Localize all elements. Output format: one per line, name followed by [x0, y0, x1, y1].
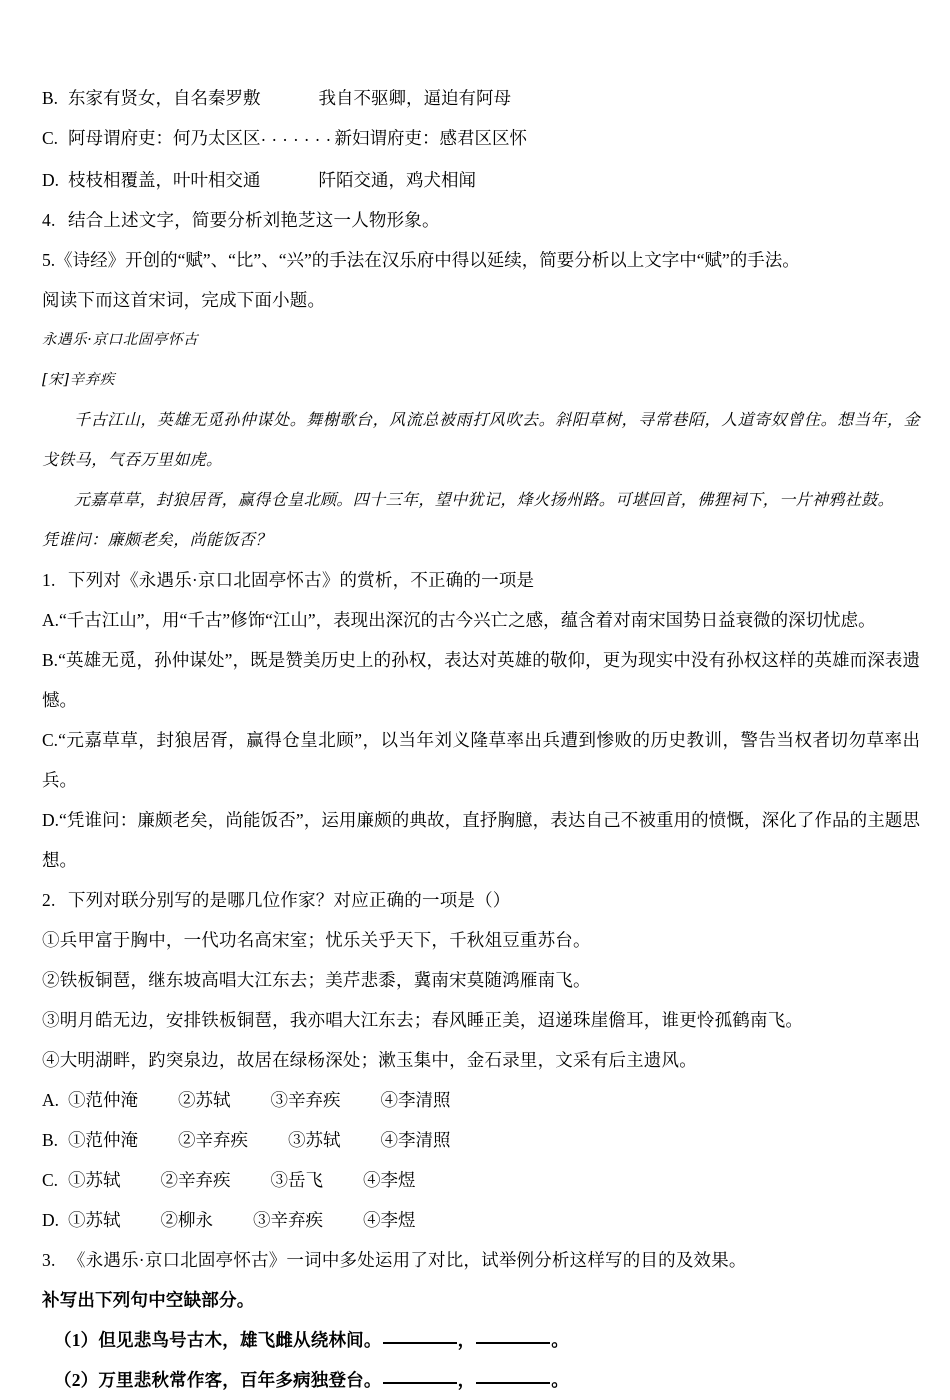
q2-option-marker-b: B.	[42, 1130, 59, 1150]
fill-in-item-2	[42, 1360, 920, 1400]
option-marker-b: B.	[42, 88, 59, 108]
fill-in-item-2-text: 万里悲秋常作客，百年多病独登台。	[98, 1370, 382, 1390]
question-4-text: 结合上述文字，简要分析刘艳芝这一人物形象。	[68, 210, 440, 230]
q2-option-b-item-2: ②辛弃疾	[178, 1130, 248, 1150]
option-text-c-left: 阿母谓府吏：何乃太区区	[68, 128, 261, 148]
q1-option-marker-b: B.	[42, 650, 59, 670]
q2-option-a-item-3: ③辛弃疾	[270, 1090, 341, 1110]
fill-in-item-1	[42, 1320, 920, 1360]
fill-in-item-1-text: 但见悲鸟号古木，雄飞雌从绕林间。	[98, 1330, 382, 1350]
fill-in-item-1-end: 。	[551, 1330, 569, 1350]
fill-in-blank-2a[interactable]	[383, 1382, 457, 1384]
q2-option-c-item-1: ①苏轼	[68, 1170, 121, 1190]
fill-in-item-1-marker: （1）	[54, 1330, 99, 1350]
question-1-option-b	[42, 640, 920, 720]
poem-closing-line: 凭谁问：廉颇老矣，尚能饭否？	[42, 530, 272, 549]
option-text-d-left: 枝枝相覆盖，叶叶相交通	[68, 170, 261, 190]
q1-option-marker-c: C.	[42, 730, 59, 750]
question-1-stem-text: 下列对《永遇乐·京口北固亭怀古》的赏析，不正确的一项是	[68, 570, 535, 590]
option-text-c-right: 新妇谓府吏：感君区区怀	[334, 128, 527, 148]
fill-in-item-2-end: 。	[551, 1370, 569, 1390]
q2-option-marker-c: C.	[42, 1170, 59, 1190]
option-marker-c: C.	[42, 128, 59, 148]
question-2-couplet-2: ②铁板铜琶，继东坡高唱大江东去；美芹悲黍，冀南宋莫随鸿雁南飞。	[42, 970, 591, 990]
q2-option-c-item-2: ②辛弃疾	[160, 1170, 231, 1190]
question-2-option-d	[42, 1200, 920, 1240]
q2-option-b-item-3: ③苏轼	[288, 1130, 341, 1150]
poem-title: 永遇乐·京口北固亭怀古	[42, 332, 199, 348]
option-marker-d: D.	[42, 170, 60, 190]
option-text-b-left: 东家有贤女，自名秦罗敷	[68, 88, 261, 108]
q2-option-b-item-1: ①范仲淹	[68, 1130, 138, 1150]
fill-in-blank-2b[interactable]	[476, 1382, 550, 1384]
q2-option-a-item-1: ①范仲淹	[68, 1090, 138, 1110]
option-text-d-right: 阡陌交通，鸡犬相闻	[318, 170, 476, 190]
q1-option-text-a: “千古江山”，用“千古”修饰“江山”，表现出深沉的古今兴亡之感，蕴含着对南宋国势日益衰微的深切忧虑。	[59, 610, 876, 630]
q2-option-b-item-4: ④李清照	[380, 1130, 451, 1150]
poem-stanza-1: 千古江山，英雄无觅孙仲谋处。舞榭歌台，风流总被雨打风吹去。斜阳草树，寻常巷陌，人道寄奴曾住。想当年，金戈铁马，气吞万里如虎。	[42, 410, 920, 469]
q2-option-a-item-4: ④李清照	[380, 1090, 451, 1110]
question-3-text: 《永遇乐·京口北固亭怀古》一词中多处运用了对比，试举例分析这样写的目的及效果。	[68, 1250, 747, 1270]
question-2-option-b	[42, 1120, 920, 1160]
question-2-option-c	[42, 1160, 920, 1200]
question-4-marker: 4.	[42, 210, 56, 230]
q2-option-c-item-4: ④李煜	[363, 1170, 416, 1190]
question-1-option-c	[42, 720, 920, 800]
q2-option-a-item-2: ②苏轼	[178, 1090, 231, 1110]
fill-in-blank-1b[interactable]	[476, 1342, 550, 1344]
q1-option-marker-d: D.	[42, 810, 60, 830]
question-5-text: 《诗经》开创的“赋”、“比”、“兴”的手法在汉乐府中得以延续，简要分析以上文字中“赋”的手法。	[55, 250, 800, 270]
q2-option-c-item-3: ③岳飞	[270, 1170, 323, 1190]
q1-option-text-b: “英雄无觅，孙仲谋处”，既是赞美历史上的孙权，表达对英雄的敬仰，更为现实中没有孙权这样的英雄而深表遗憾。	[42, 650, 920, 710]
option-row-c	[42, 118, 920, 160]
question-1-stem	[42, 560, 920, 600]
q2-option-marker-a: A.	[42, 1090, 60, 1110]
q2-option-marker-d: D.	[42, 1210, 60, 1230]
question-2-couplet-1: ①兵甲富于胸中，一代功名高宋室；忧乐关乎天下，千秋俎豆重苏台。	[42, 930, 591, 950]
question-1-option-a	[42, 600, 920, 640]
fill-in-blank-1a[interactable]	[383, 1342, 457, 1344]
reading-instruction: 阅读下而这首宋词，完成下面小题。	[42, 290, 326, 310]
question-2-stem-text: 下列对联分别写的是哪几位作家？对应正确的一项是（）	[68, 890, 511, 910]
fill-in-item-1-sep: ，	[457, 1330, 476, 1350]
question-2-option-a	[42, 1080, 920, 1120]
question-2-marker: 2.	[42, 890, 56, 910]
option-row-b	[42, 78, 920, 118]
question-2-couplet-3: ③明月皓无边，安排铁板铜琶，我亦唱大江东去；春风睡正美，迢递珠崖儋耳，谁更怜孤鹤南飞。	[42, 1010, 804, 1030]
fill-in-item-2-sep: ，	[457, 1370, 476, 1390]
option-row-d	[42, 160, 920, 200]
option-text-b-right: 我自不驱卿，逼迫有阿母	[318, 88, 511, 108]
question-5-marker: 5.	[42, 250, 56, 270]
question-3	[42, 1240, 920, 1280]
dotted-leader-icon: ·······	[260, 130, 337, 150]
question-3-marker: 3.	[42, 1250, 56, 1270]
question-1-marker: 1.	[42, 570, 56, 590]
question-5	[42, 240, 920, 280]
q2-option-d-item-1: ①苏轼	[68, 1210, 121, 1230]
poem-stanza-2: 元嘉草草，封狼居胥，赢得仓皇北顾。四十三年，望中犹记，烽火扬州路。可堪回首，佛狸祠下，一片神鸦社鼓。	[74, 490, 895, 509]
question-2-stem	[42, 880, 920, 920]
poem-author: [宋]辛弃疾	[42, 372, 115, 388]
q2-option-d-item-2: ②柳永	[160, 1210, 213, 1230]
question-2-couplet-4: ④大明湖畔，趵突泉边，故居在绿杨深处；漱玉集中，金石录里，文采有后主遗风。	[42, 1050, 697, 1070]
question-1-option-d	[42, 800, 920, 880]
q2-option-d-item-3: ③辛弃疾	[253, 1210, 323, 1230]
fill-in-item-2-marker: （2）	[54, 1370, 99, 1390]
question-4	[42, 200, 920, 240]
q1-option-text-c: “元嘉草草，封狼居胥，赢得仓皇北顾”，以当年刘义隆草率出兵遭到惨败的历史教训，警告当权者切勿草率出兵。	[42, 730, 920, 790]
q2-option-d-item-4: ④李煜	[363, 1210, 416, 1230]
q1-option-marker-a: A.	[42, 610, 60, 630]
q1-option-text-d: “凭谁问：廉颇老矣，尚能饭否”，运用廉颇的典故，直抒胸臆，表达自己不被重用的愤慨，深化了作品的主题思想。	[42, 810, 920, 870]
fill-in-heading: 补写出下列句中空缺部分。	[42, 1290, 255, 1310]
